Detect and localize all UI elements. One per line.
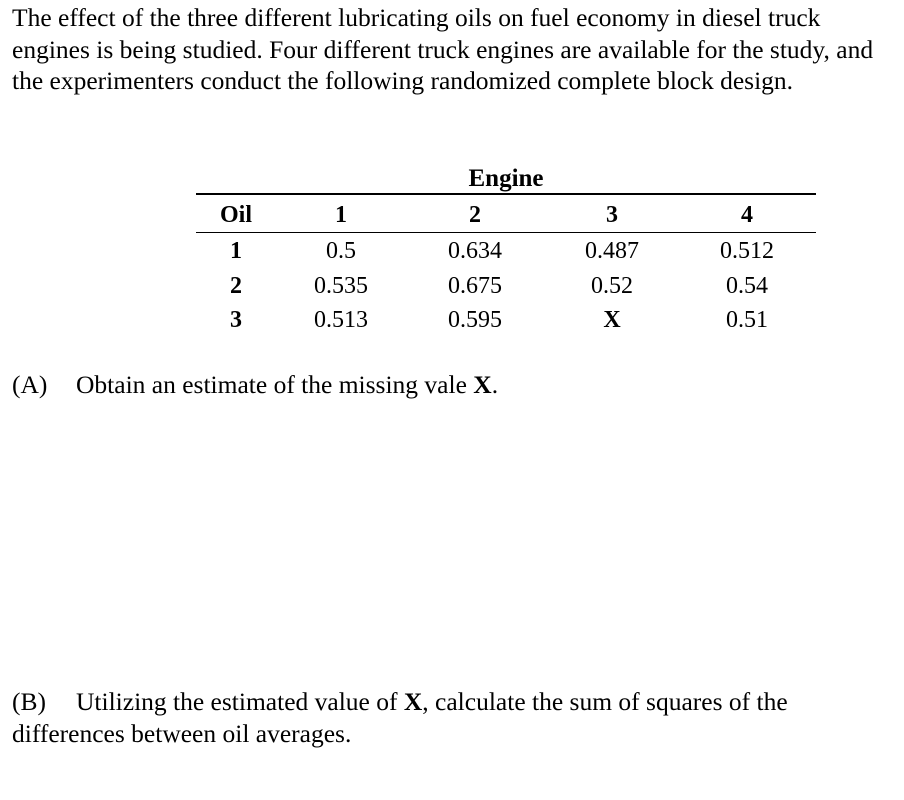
question-a-text: Obtain an estimate of the missing vale <box>76 370 474 399</box>
missing-value-cell: X <box>603 307 621 333</box>
question-a-variable: X <box>473 370 492 399</box>
oil-row-label: 2 <box>230 273 242 299</box>
engine-column-header: 3 <box>606 202 618 228</box>
table-cell: 0.513 <box>314 307 368 333</box>
oil-row-label: 3 <box>230 307 242 333</box>
oil-column-header: Oil <box>219 202 252 228</box>
table-header-rule <box>196 232 816 233</box>
engine-group-header: Engine <box>468 165 544 192</box>
oil-row-label: 1 <box>230 238 242 264</box>
table-cell: 0.487 <box>585 238 639 264</box>
question-a-label: (A) <box>12 370 48 399</box>
question-a-punct: . <box>491 370 499 399</box>
table-top-rule <box>196 193 816 195</box>
table-cell: 0.5 <box>326 238 356 264</box>
engine-column-header: 1 <box>335 202 347 228</box>
table-cell: 0.675 <box>448 273 502 299</box>
engine-column-header: 2 <box>469 202 481 228</box>
question-b-label: (B) <box>12 687 46 716</box>
question-b-text: Utilizing the estimated value of <box>76 687 404 716</box>
table-cell: 0.52 <box>591 273 633 299</box>
question-a <box>12 369 896 401</box>
table-cell: 0.51 <box>726 307 768 333</box>
question-b-variable: X <box>403 687 423 716</box>
table-cell: 0.535 <box>314 273 368 299</box>
question-b-text-rest: , calculate the sum of squares of the differences between oil averages. <box>12 687 788 748</box>
table-cell: 0.54 <box>726 273 768 299</box>
problem-statement: The effect of the three different lubricating oils on fuel economy in diesel truck engines is being studied. Four different truck engines are available for the study, and the experimenters conduct the following randomized complete block design. <box>12 3 874 95</box>
table-cell: 0.595 <box>448 307 502 333</box>
question-b <box>12 686 896 749</box>
engine-column-header: 4 <box>741 202 753 228</box>
table-cell: 0.634 <box>448 238 502 264</box>
table-cell: 0.512 <box>720 238 774 264</box>
